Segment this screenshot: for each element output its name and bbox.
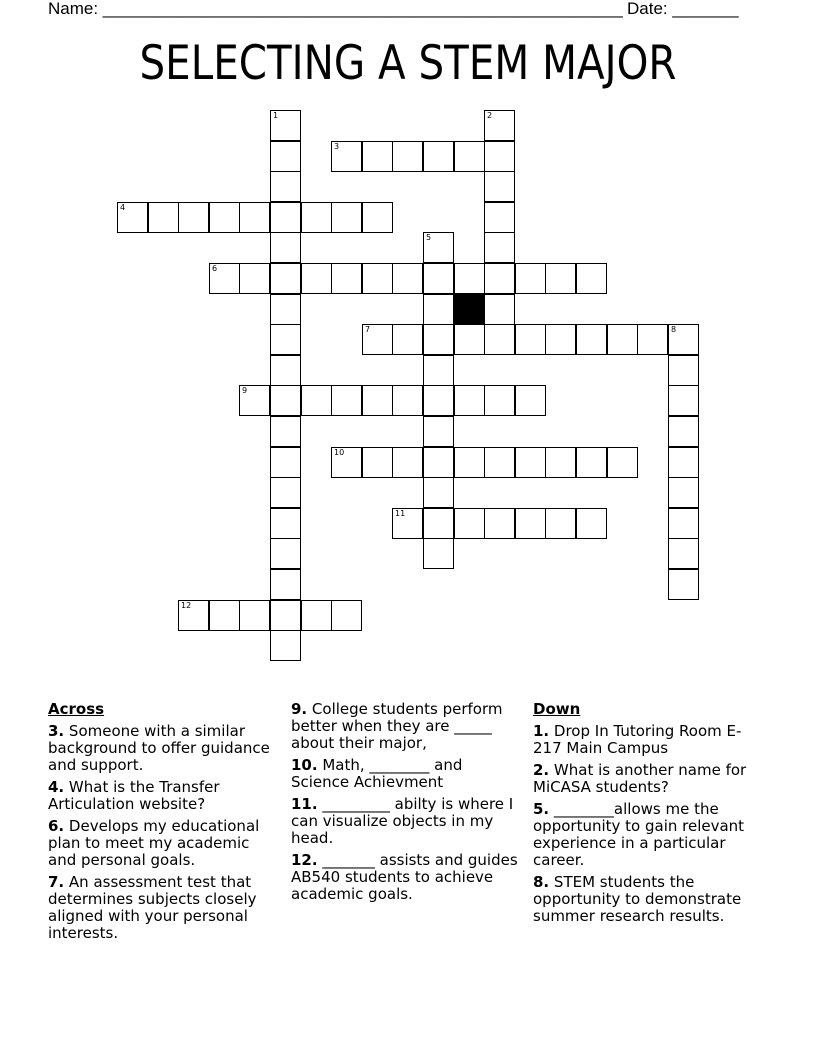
crossword-cell[interactable] [392,141,423,172]
crossword-cell[interactable] [423,355,454,386]
crossword-cell[interactable] [301,202,332,233]
clue-number: 9 [242,386,248,395]
crossword-cell[interactable] [331,202,362,233]
clue-across-9: 9. College students perform better when they are _____ about their major, [291,700,503,752]
crossword-cell[interactable] [423,294,454,325]
clue-number: 3 [334,142,340,151]
crossword-cell[interactable] [331,141,362,172]
clue-across-3: 3. Someone with a similar background to offer guidance and support. [48,722,270,774]
crossword-cell[interactable] [239,385,270,416]
crossword-cell[interactable] [362,324,393,355]
clue-number: 6 [212,264,218,273]
crossword-cell[interactable] [362,141,393,172]
crossword-cell[interactable] [270,294,301,325]
crossword-cell[interactable] [362,202,393,233]
clue-across-12: 12. _______ assists and guides AB540 students to achieve academic goals. [291,851,518,903]
crossword-cell[interactable] [668,324,699,355]
crossword-cell[interactable] [209,263,240,294]
down-heading: Down [533,700,581,718]
page-title: SELECTING A STEM MAJOR [139,36,677,91]
crossword-cell[interactable] [392,508,423,539]
clue-number: 11 [395,509,406,518]
crossword-cell[interactable] [423,416,454,447]
crossword-cell[interactable] [423,538,454,569]
clue-down-5: 5. ________allows me the opportunity to gain relevant experience in a particular career. [533,800,745,869]
crossword-cell[interactable] [270,263,301,294]
crossword-cell[interactable] [178,202,209,233]
crossword-cell[interactable] [301,385,332,416]
crossword-cell[interactable] [239,263,270,294]
crossword-cell[interactable] [148,202,179,233]
clue-down-8: 8. STEM students the opportunity to demonstrate summer research results. [533,873,742,925]
clue-down-1: 1. Drop In Tutoring Room E-217 Main Campus [533,722,742,757]
crossword-cell[interactable] [392,447,423,478]
crossword-cell[interactable] [545,447,576,478]
crossword-cell[interactable] [484,324,515,355]
crossword-cell[interactable] [392,385,423,416]
crossword-cell[interactable] [454,263,485,294]
crossword-cell[interactable] [301,263,332,294]
crossword-cell[interactable] [270,569,301,600]
crossword-cell[interactable] [576,324,607,355]
clue-number: 5 [426,233,432,242]
crossword-cell[interactable] [484,294,515,325]
crossword-cell[interactable] [576,447,607,478]
clue-across-7: 7. An assessment test that determines subjects closely aligned with your personal interests. [48,873,257,942]
crossword-cell[interactable] [392,324,423,355]
crossword-cell[interactable] [270,447,301,478]
crossword-cell[interactable] [362,385,393,416]
crossword-cell[interactable] [270,385,301,416]
crossword-cell[interactable] [209,202,240,233]
crossword-cell[interactable] [362,263,393,294]
crossword-cell[interactable] [484,508,515,539]
crossword-cell[interactable] [423,447,454,478]
crossword-cell[interactable] [454,447,485,478]
crossword-cell[interactable] [576,263,607,294]
crossword-cell[interactable] [484,232,515,263]
crossword-cell[interactable] [576,508,607,539]
crossword-cell[interactable] [668,477,699,508]
crossword-cell[interactable] [270,538,301,569]
crossword-cell[interactable] [423,263,454,294]
crossword-cell[interactable] [668,447,699,478]
crossword-cell[interactable] [209,600,240,631]
crossword-cell[interactable] [607,324,638,355]
crossword-cell[interactable] [454,385,485,416]
crossword-cell[interactable] [607,447,638,478]
crossword-cell[interactable] [270,416,301,447]
crossword-cell[interactable] [668,385,699,416]
crossword-cell[interactable] [484,385,515,416]
crossword-cell[interactable] [270,600,301,631]
crossword-cell[interactable] [423,508,454,539]
crossword-cell[interactable] [668,355,699,386]
crossword-cell[interactable] [637,324,668,355]
crossword-cell[interactable] [270,477,301,508]
crossword-block-cell [454,294,485,325]
crossword-cell[interactable] [423,385,454,416]
clue-down-2: 2. What is another name for MiCASA students? [533,761,747,796]
crossword-cell[interactable] [270,508,301,539]
crossword-cell[interactable] [331,447,362,478]
clue-across-6: 6. Develops my educational plan to meet my academic and personal goals. [48,817,260,869]
crossword-cell[interactable] [484,202,515,233]
crossword-cell[interactable] [392,263,423,294]
crossword-cell[interactable] [331,385,362,416]
crossword-cell[interactable] [270,232,301,263]
across-clues-column-1 [48,701,280,947]
crossword-cell[interactable] [178,600,209,631]
crossword-cell[interactable] [545,263,576,294]
name-field-label: Name: _______________________________________________________ [48,0,623,18]
crossword-cell[interactable] [454,141,485,172]
crossword-cell[interactable] [484,263,515,294]
clue-number: 1 [273,111,279,120]
crossword-cell[interactable] [239,600,270,631]
crossword-cell[interactable] [668,416,699,447]
crossword-cell[interactable] [484,447,515,478]
clue-number: 2 [487,111,493,120]
crossword-cell[interactable] [484,110,515,141]
clue-number: 8 [671,325,677,334]
crossword-cell[interactable] [270,141,301,172]
crossword-cell[interactable] [270,355,301,386]
date-field-label: Date: _______ [627,0,739,18]
crossword-cell[interactable] [270,171,301,202]
crossword-cell[interactable] [423,324,454,355]
crossword-cell[interactable] [454,508,485,539]
crossword-cell[interactable] [545,324,576,355]
clue-number: 12 [181,601,192,610]
crossword-cell[interactable] [239,202,270,233]
across-heading: Across [48,700,105,718]
clue-across-4: 4. What is the Transfer Articulation website? [48,778,220,813]
across-clues-column-2 [291,701,523,908]
down-clues-column [533,701,769,930]
crossword-cell[interactable] [484,171,515,202]
crossword-cell[interactable] [270,324,301,355]
crossword-cell[interactable] [515,263,546,294]
crossword-cell[interactable] [362,447,393,478]
crossword-cell[interactable] [301,600,332,631]
crossword-cell[interactable] [331,263,362,294]
clue-number: 7 [365,325,371,334]
crossword-cell[interactable] [484,141,515,172]
crossword-cell[interactable] [668,508,699,539]
crossword-cell[interactable] [668,538,699,569]
crossword-cell[interactable] [454,324,485,355]
crossword-cell[interactable] [515,447,546,478]
crossword-cell[interactable] [515,508,546,539]
crossword-cell[interactable] [331,600,362,631]
clue-across-10: 10. Math, ________ and Science Achievment [291,756,463,791]
crossword-cell[interactable] [270,202,301,233]
crossword-cell[interactable] [270,630,301,661]
crossword-cell[interactable] [423,232,454,263]
crossword-cell[interactable] [545,508,576,539]
clue-number: 10 [334,448,345,457]
crossword-cell[interactable] [423,141,454,172]
crossword-cell[interactable] [668,569,699,600]
crossword-cell[interactable] [515,385,546,416]
crossword-cell[interactable] [270,110,301,141]
crossword-cell[interactable] [117,202,148,233]
crossword-cell[interactable] [423,477,454,508]
crossword-cell[interactable] [515,324,546,355]
clue-number: 4 [120,203,126,212]
clue-across-11: 11. _________ abilty is where I can visualize objects in my head. [291,795,514,847]
